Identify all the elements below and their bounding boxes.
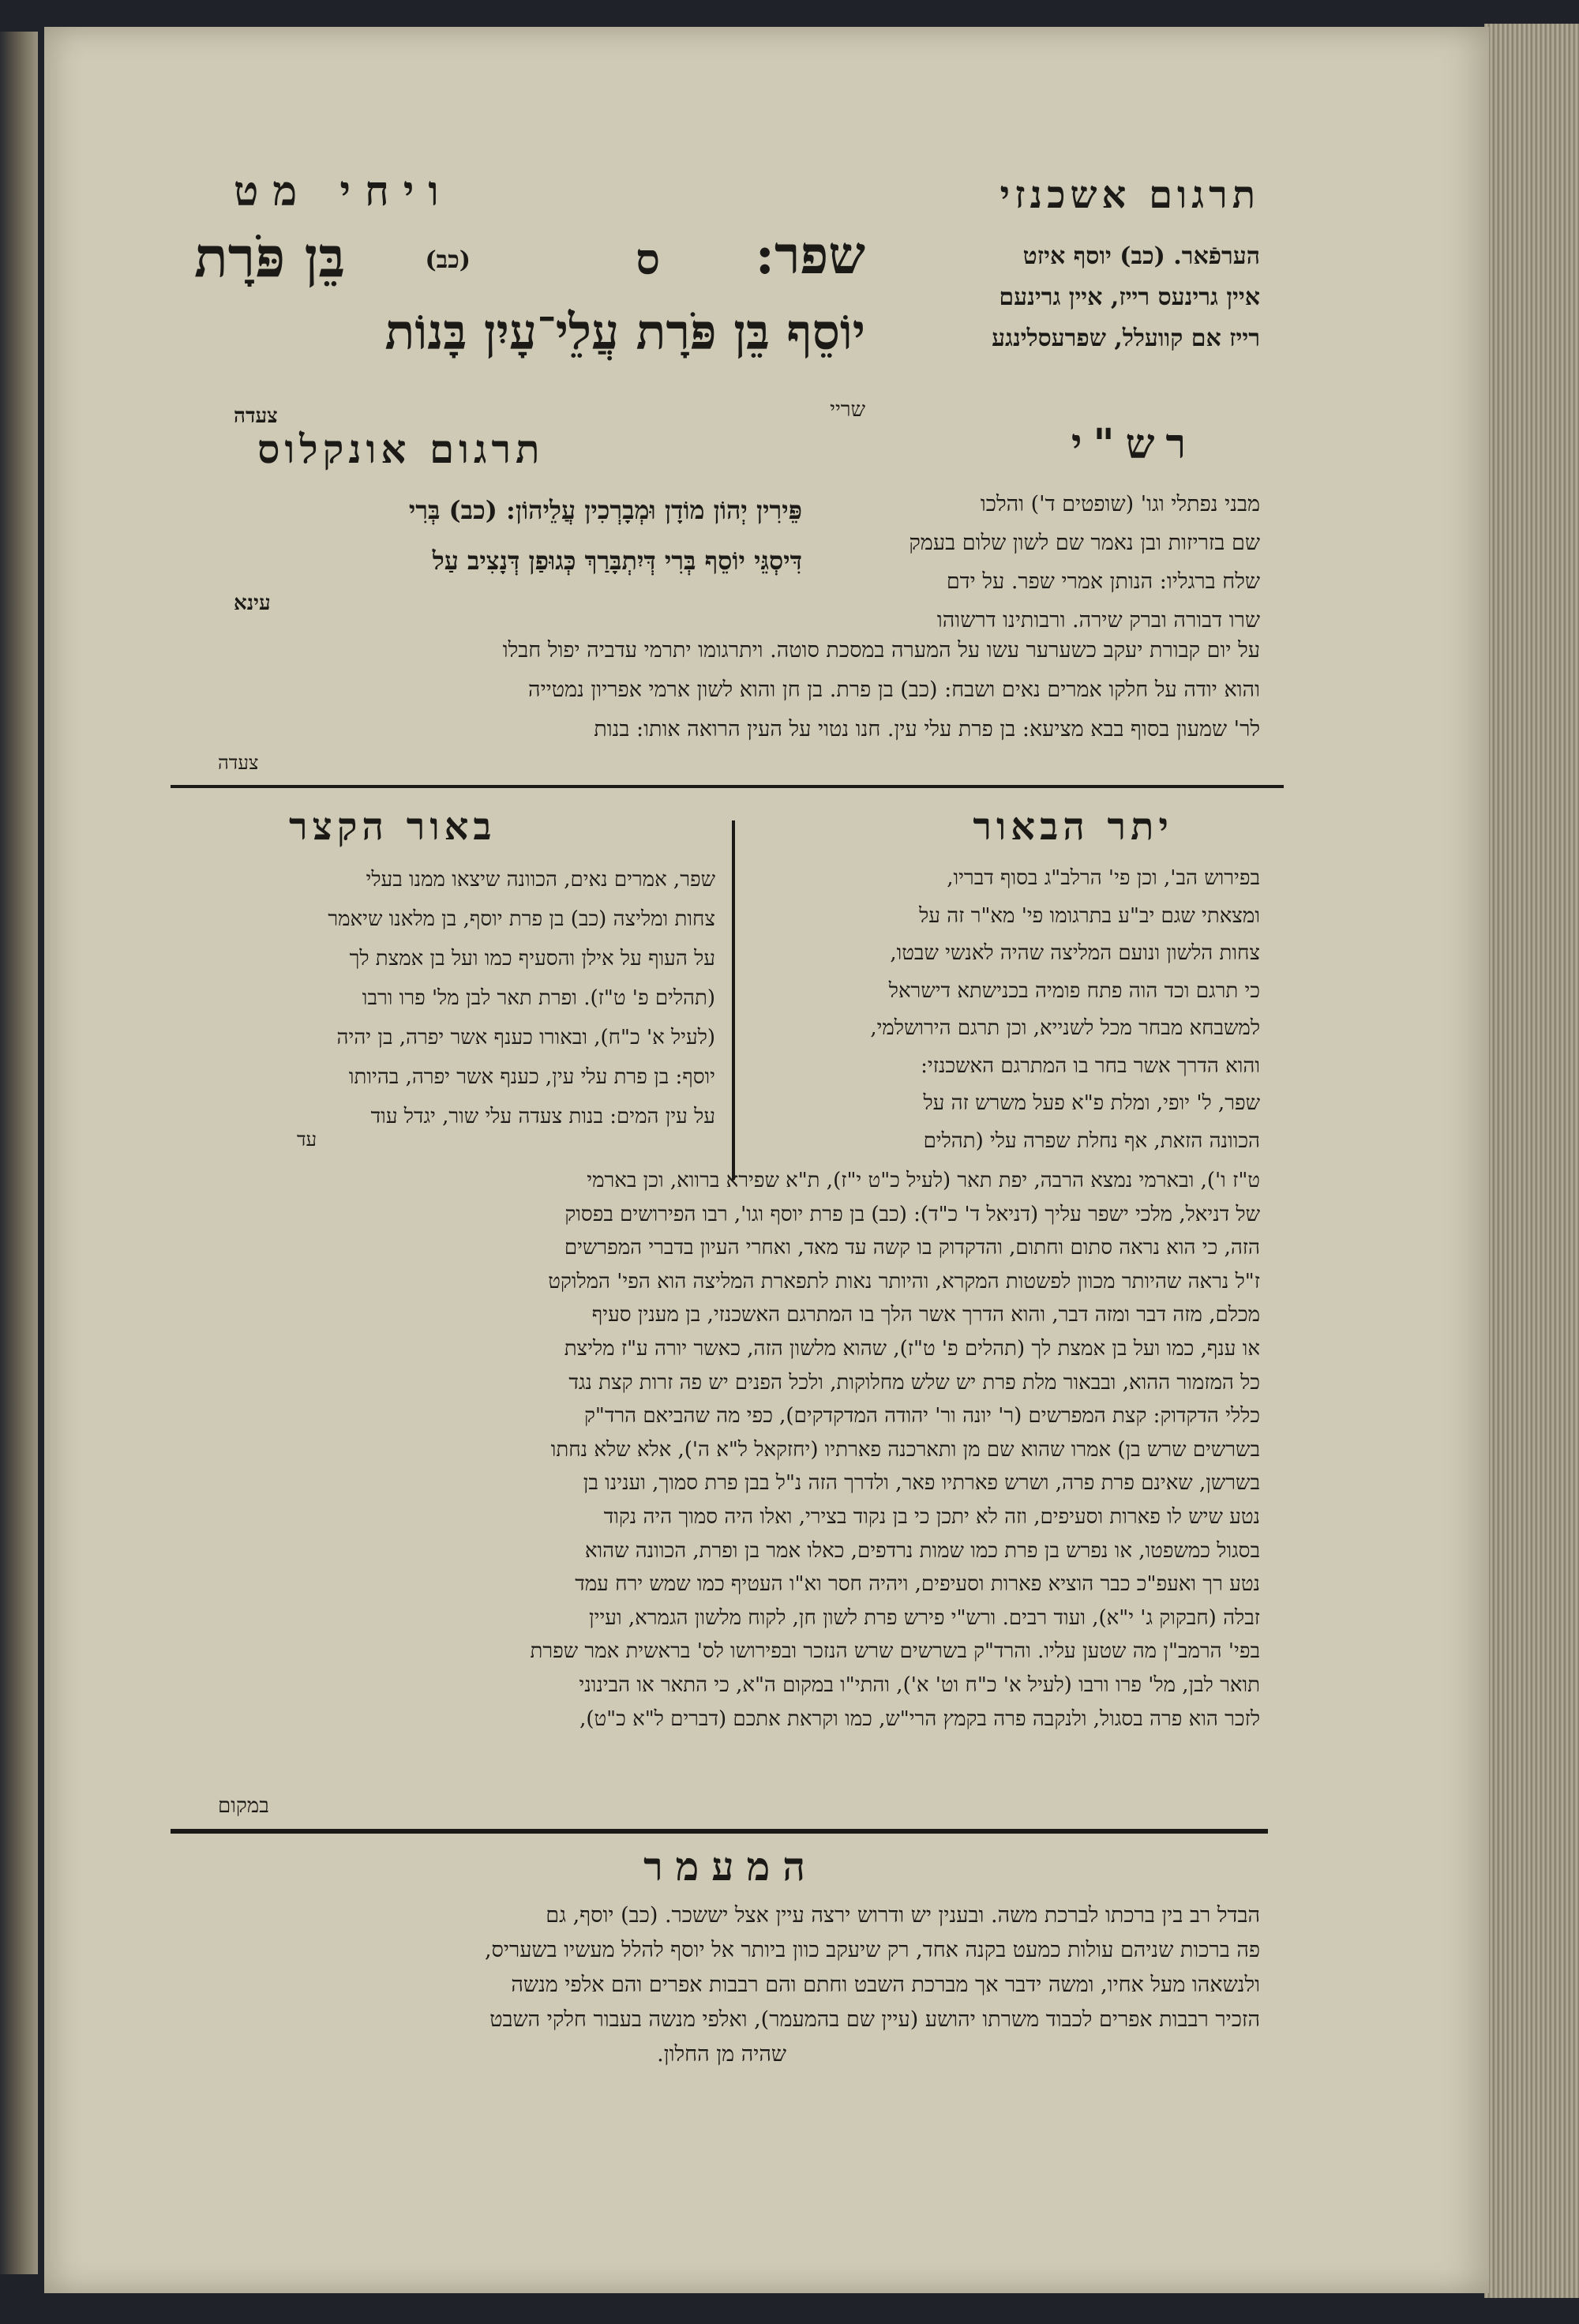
body-line: תואר לבן, מל' פרו ורבו (לעיל א' כ"ח וט' א'), והתי"ו במקום ה"א, כי התאר או הבינוני	[579, 1673, 1260, 1697]
body-line: הזה, כי הוא נראה סתום וחתום, והדקדוק בו קשה עד מאד, ואחרי העיון בדברי המפרשים	[564, 1236, 1260, 1260]
yeter-line: הכוונה הזאת, אף נחלת שפרה עלי (תהלים	[923, 1128, 1260, 1153]
biur-line: (לעיל א' כ"ח), ובאורו כענף אשר יפרה, בן יהיה	[336, 1026, 715, 1049]
rashi-line: שם בזריזות ובן נאמר שם לשון שלום בעמק	[909, 531, 1260, 555]
biur-line: יוסף: בן פרת עלי עין, כענף אשר יפרה, בהיותו	[348, 1065, 715, 1089]
onkelos-block	[171, 485, 802, 586]
body-block	[171, 1164, 1260, 1736]
yeter-line: ומצאתי שגם יב"ע בתרגומו פי' מא"ר זה על	[919, 903, 1260, 928]
onkelos-line: דִּיסְגֵּי יוֹסֵף בְּרִי דְּיִתְבָּרַךְ כְּגוּפַן דְּנָצִיב עַל	[432, 546, 802, 576]
body-line: זבלה (חבקוק ג' י"א), ועוד רבים. ורש"י פירש פרת לשון חן, לקוח מלשון הגמרא, ועיין	[589, 1605, 1260, 1630]
body-line: בשרשים שרש בן) אמרו שהוא שם מן ותארכנה פארתיו (יחזקאל ל"א ה'), אלא שלא נחתו	[550, 1437, 1260, 1462]
rashi-full-line: לר' שמעון בסוף בבא מציעא: בן פרת עלי עין. חנו נטוי על העין הרואה אותו: בנות	[594, 717, 1260, 742]
body-line: כללי הדקדוק: קצת המפרשים (ר' יונה ור' יהודה המדקדקים), כפי מה שהביאם הרד"ק	[583, 1404, 1260, 1429]
rashi-catchword: צעדה	[218, 752, 259, 774]
body-line: או ענף, כמו ועל בן אמצת לך (תהלים פ' ט"ז), שהוא מלשון הזה, כאשר יורה ע"ז מליצת	[564, 1336, 1260, 1361]
rashi-full-line: והוא יודה על חלקו אמרים נאים ושבח: (כב) בן פרת. בן חן והוא לשון ארמי אפריון נמטייה	[528, 678, 1260, 702]
biur-line: (תהלים פ' ט"ז). ופרת תאר לבן מל' פרו ורבו	[362, 986, 715, 1010]
yeter-line: שפר, ל' יופי, ומלת פ"א פעל משרש זה על	[923, 1091, 1260, 1115]
yeter-block	[755, 860, 1260, 1160]
body-line: לזכר הוא פרה בסגול, ולנקבה פרה בקמץ הרי"ש, כמו וקראת אתכם (דברים ל"א כ"ט),	[579, 1706, 1260, 1731]
translation-block	[897, 236, 1260, 359]
rashi-line: שרו דבורה וברק שירה. ורבותינו דרשוהו	[936, 608, 1260, 633]
translation-line: איין גרינעס רייז, איין גרינעם	[999, 283, 1260, 311]
yeter-line: בפירוש הב', וכן פי' הרלב"ג בסוף דבריו,	[947, 866, 1260, 890]
yeter-line: כי תרגם וכד הוה פתח פומיה בכנישתא דישראל	[888, 978, 1260, 1003]
maamar-line: שהיה מן החלון.	[657, 2042, 786, 2067]
yeter-line: והוא הדרך אשר בחר בו המתרגם האשכנזי:	[921, 1053, 1260, 1078]
biur-line: שפר, אמרים נאים, הכוונה שיצאו ממנו בעלי	[366, 868, 715, 892]
body-line: בשרשן, שאינם פרת פרה, ושרש פארתיו פאר, ולדרך הזה נ"ל בבן פרת סמוך, וענינו בן	[583, 1471, 1260, 1496]
page-stack-edge	[1484, 24, 1579, 2298]
verse-catchword-right: שריי	[830, 398, 865, 422]
translation-line: הערפֿאר. (כב) יוסף איזט	[1022, 242, 1260, 270]
body-line: ז"ל נראה שהיותר מכוון לפשטות המקרא, והיותר נאות לתפארת המליצה הוא הפי' המלוקט	[548, 1269, 1260, 1293]
header-right: תרגום אשכנזי	[1000, 173, 1260, 217]
rashi-full-block	[171, 631, 1260, 749]
rashi-full-line: על יום קבורת יעקב כשערער עשו על המערה במסכת סוטה. ויתרגומו יתרמי עדביה יפול חבלו	[502, 638, 1260, 663]
previous-page-edge	[0, 32, 38, 2274]
onkelos-title: תרגום אונקלוס	[257, 426, 545, 472]
biur-line: צחות ומליצה (כב) בן פרת יוסף, בן מלאנו שיאמר	[328, 907, 715, 931]
maamar-title: המעמר	[643, 1843, 818, 1890]
verse-ben-porat: בֵּן פֹּרָת	[194, 224, 346, 290]
maamar-line: פה ברכות שניהם עולות כמעט בקנה אחד, רק שיעקב כוון ביותר אל יוסף להלל מעשיו בשעריס,	[484, 1938, 1260, 1962]
book-page	[44, 27, 1489, 2293]
column-divider	[732, 820, 735, 1180]
setuma-mark: ס	[636, 234, 660, 284]
verse-line-2: יוֹסֵף בֵּן פֹּרָת עֲלֵי־עָיִן בָּנוֹת	[384, 303, 865, 361]
maamar-line: ולנשאהו מעל אחיו, ומשה ידבר אך מברכת השבט וחתם והם רבבות אפרים והם אלפי מנשה	[511, 1973, 1260, 1997]
body-catchword: במקום	[218, 1794, 269, 1818]
body-line: נטע שיש לו פארות וסעיפים, וזה לא יתכן כי בן נקוד בצירי, ואלו היה סמוך היה נקוד	[603, 1504, 1260, 1529]
yeter-title: יתר הבאור	[973, 805, 1173, 849]
onkelos-line: פֵּירִין יְהוֹן מוֹדָן וּמְבָרְכִין עֲלֵיהוֹן: (כב) בְּרִי	[408, 495, 802, 525]
verse-word-shefer: שפר:	[755, 224, 865, 286]
biur-line: על עין המים: בנות צעדה עלי שור, יגדל עוד	[370, 1105, 715, 1128]
maamar-block	[171, 1898, 1260, 2072]
rashi-line: שלח ברגליו: הנותן אמרי שפר. על ידם	[946, 569, 1260, 594]
biur-line: על העוף על אילן והסעיף כמו ועל בן אמצת לך	[349, 947, 715, 971]
body-line: כל המזמור ההוא, ובבאור מלת פרת יש שלש מחלוקות, ולכל הפנים יש פה זרות קצת נגד	[568, 1370, 1260, 1395]
body-line: נטע רך ואעפ"כ כבר הוציא פארות וסעיפים, ויהיה חסר וא"ו העטיף כמו שמש ירח עמד	[575, 1572, 1260, 1597]
section-divider	[171, 785, 1284, 788]
page-content	[171, 27, 1260, 2293]
biur-catchword: עד	[297, 1128, 317, 1151]
maamar-line: הזכיר רבבות אפרים לכבוד משרתו יהושע (עיין שם בהמעמר), ואלפי מנשה בעבור חלקי השבט	[489, 2007, 1260, 2032]
onkelos-catchword: עינא	[234, 591, 271, 615]
maamar-line: הבדל רב בין ברכתו לברכת משה. ובענין יש ודרוש ירצה עיין אצל יששכר. (כב) יוסף, גם	[546, 1903, 1260, 1928]
yeter-line: למשבחא מבחר מכל לשנייא, וכן תרגם הירושלמי,	[870, 1016, 1260, 1040]
body-line: מכלם, מזה דבר ומזה דבר, והוא הדרך אשר הלך בו המתרגם האשכנזי, בן מענין סעיף	[591, 1303, 1260, 1327]
rashi-block	[818, 485, 1260, 640]
verse-catchword-left: צעדה	[234, 404, 278, 428]
header-left: ויחי מט	[234, 167, 453, 216]
translation-line: רייז אם קוועלל, שפרעסלינגע	[992, 325, 1260, 352]
body-line: בסגול כמשפטו, או נפרש בן פרת כמו שמות נרדפים, כאלו אמר בן ופרת, הכוונה שהוא	[584, 1538, 1260, 1563]
yeter-line: צחות הלשון ונועם המליצה שהיה לאנשי שבטו,	[890, 941, 1260, 965]
biur-block	[171, 860, 715, 1136]
rashi-title: רש"י	[1071, 420, 1197, 468]
body-line: של דניאל, מלכי ישפר עליך (דניאל ד' כ"ד): (כב) בן פרת יוסף וגו', רבו הפירושים בפסוק	[564, 1202, 1260, 1226]
rashi-line: מבני נפתלי וגו' (שופטים ד') והלכו	[980, 492, 1260, 516]
maamar-divider	[171, 1829, 1268, 1834]
body-line: ט"ז ו'), ובארמי נמצא הרבה, יפת תאר (לעיל כ"ט י"ז), ת"א שפירא ברווא, וכן בארמי	[587, 1169, 1260, 1192]
body-line: בפי' הרמב"ן מה שטען עליו. והרד"ק בשרשים שרש הנזכר ובפירושו לס' בראשית אמר שפרת	[530, 1639, 1260, 1664]
verse-ref-22: (כב)	[425, 246, 471, 274]
biur-title: באור הקצר	[289, 805, 497, 849]
